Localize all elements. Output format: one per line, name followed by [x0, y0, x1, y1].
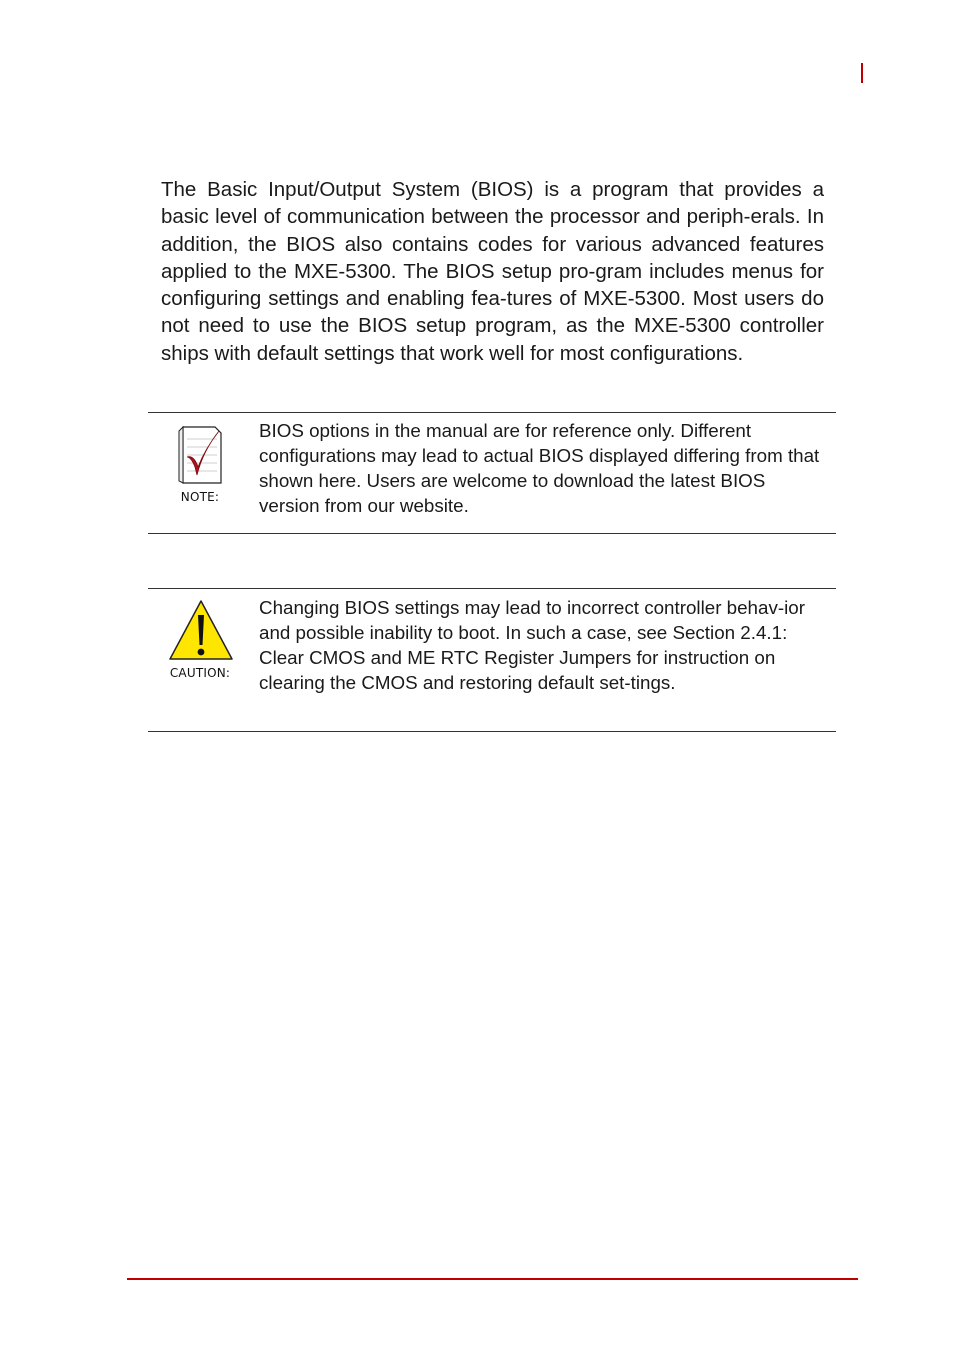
note-callout: [148, 412, 836, 534]
caution-label: CAUTION:: [169, 666, 231, 680]
caution-callout: [148, 588, 836, 732]
checkmark-note-icon: [175, 423, 225, 485]
note-label: NOTE:: [180, 490, 220, 504]
header-marker: [861, 63, 863, 83]
footer-rule: [127, 1278, 858, 1280]
intro-paragraph: The Basic Input/Output System (BIOS) is a program that provides a basic level of communication between the processor and periph-erals. In addition, the BIOS also contains codes for various advanced features applied to the MXE-5300. The BIOS setup pro-gram includes menus for configuring settings and enabling fea-tures of MXE-5300. Most users do not need to use the BIOS setup program, as the MXE-5300 controller ships with default settings that work well for most configurations.: [161, 178, 824, 365]
caution-triangle-icon: [168, 599, 234, 661]
note-text: BIOS options in the manual are for reference only. Different configurations may lead to actual BIOS displayed differing from that shown here. Users are welcome to download the latest BIOS version from our website.: [259, 420, 820, 516]
caution-icon-block: [168, 599, 232, 680]
note-icon-block: [168, 423, 232, 504]
caution-text: Changing BIOS settings may lead to incorrect controller behav-ior and possible inability to boot. In such a case, see Section 2.4.1: Clear CMOS and ME RTC Register Jumpers for instruction on clearing the CMOS and restoring default set-tings.: [259, 597, 805, 693]
